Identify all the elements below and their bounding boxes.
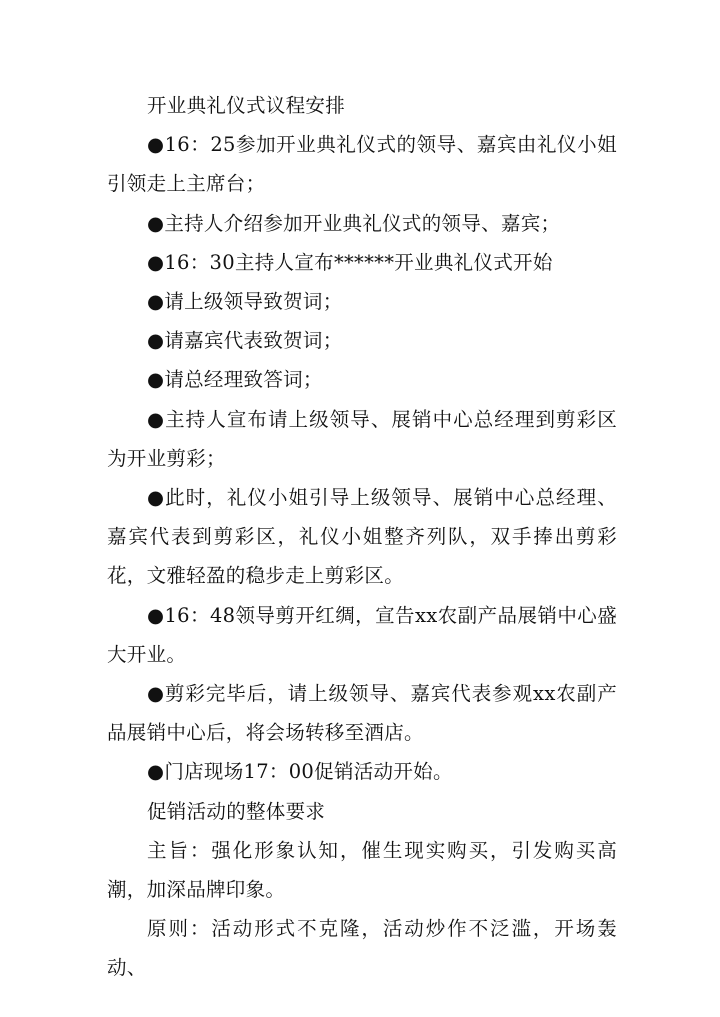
agenda-item: ●请总经理致答词； <box>147 368 323 392</box>
agenda-item: ●剪彩完毕后，请上级领导、嘉宾代表参观xx农副产品展销中心后，将会场转移至酒店。 <box>107 682 617 745</box>
agenda-item: ●16：25参加开业典礼仪式的领导、嘉宾由礼仪小姐引领走上主席台； <box>107 133 617 196</box>
section-heading-ceremony-agenda: 开业典礼仪式议程安排 <box>147 94 346 117</box>
section-heading-promotion-requirements: 促销活动的整体要求 <box>147 799 326 823</box>
agenda-item: ●请上级领导致贺词； <box>147 290 343 314</box>
agenda-item: ●16：48领导剪开红绸，宣告xx农副产品展销中心盛大开业。 <box>107 603 617 666</box>
agenda-item: ●请嘉宾代表致贺词； <box>147 329 343 353</box>
document-body <box>107 86 617 988</box>
agenda-item: ●主持人介绍参加开业典礼仪式的领导、嘉宾； <box>147 211 561 235</box>
agenda-item: ●此时，礼仪小姐引导上级领导、展销中心总经理、嘉宾代表到剪彩区，礼仪小姐整齐列队，双手捧出剪彩花，文雅轻盈的稳步走上剪彩区。 <box>107 486 617 588</box>
agenda-item: ●门店现场17：00促销活动开始。 <box>147 760 453 784</box>
body-paragraph-principles: 原则：活动形式不克隆，活动炒作不泛滥，开场轰动、 <box>107 917 617 980</box>
agenda-item: ●主持人宣布请上级领导、展销中心总经理到剪彩区为开业剪彩； <box>107 407 617 470</box>
agenda-item: ●16：30主持人宣布******开业典礼仪式开始 <box>147 250 553 274</box>
body-paragraph-purpose: 主旨：强化形象认知，催生现实购买，引发购买高潮，加深品牌印象。 <box>107 838 617 902</box>
